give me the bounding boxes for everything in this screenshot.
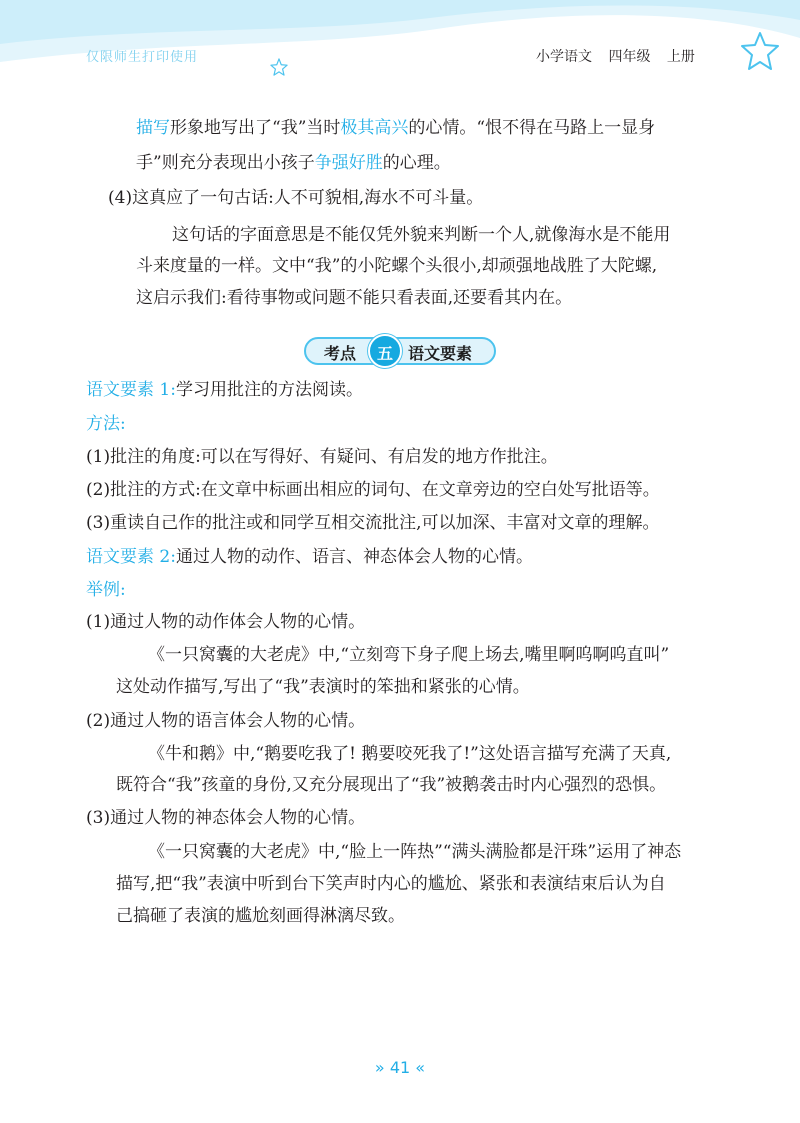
section-badge: [304, 334, 504, 368]
badge-title: 语文要素: [408, 344, 473, 363]
element-label: 语文要素 1:: [86, 380, 176, 400]
example-1-title: (1)通过人物的动作体会人物的心情。: [86, 612, 366, 632]
example-2-line: 既符合“我”孩童的身份,又充分展现出了“我”被鹅袭击时内心强烈的恐惧。: [116, 775, 667, 795]
text-run: 手”则充分表现出小孩子: [136, 153, 315, 173]
element-text: 通过人物的动作、语言、神态体会人物的心情。: [175, 547, 533, 567]
chevron-left-icon: «: [415, 1058, 426, 1077]
highlight-term: 描写: [136, 118, 170, 138]
example-3-title: (3)通过人物的神态体会人物的心情。: [86, 808, 366, 828]
chevron-right-icon: »: [374, 1058, 385, 1077]
header-subject: 小学语文: [536, 49, 592, 65]
method-item: (2)批注的方式:在文章中标画出相应的词句、在文章旁边的空白处写批语等。: [86, 480, 660, 500]
intro-paragraph-line: [136, 151, 451, 175]
item-4-line: 斗来度量的一样。文中“我”的小陀螺个头很小,却顽强地战胜了大陀螺,: [136, 256, 658, 276]
element-text: 学习用批注的方法阅读。: [175, 380, 363, 400]
header-grade: 四年级: [608, 49, 651, 65]
text-run: 形象地写出了“我”当时: [170, 118, 341, 138]
star-icon: [738, 30, 782, 74]
element-2-heading: [86, 545, 533, 569]
method-label: 方法:: [86, 414, 126, 434]
watermark-text: 仅限师生打印使用: [86, 50, 199, 65]
intro-paragraph-line: [136, 116, 655, 140]
item-4-heading: (4)这真应了一句古话:人不可貌相,海水不可斗量。: [108, 188, 484, 208]
text-run: 的心情。“恨不得在马路上一显身: [408, 118, 656, 138]
method-item: (1)批注的角度:可以在写得好、有疑问、有启发的地方作批注。: [86, 447, 558, 467]
item-4-line: 这句话的字面意思是不能仅凭外貌来判断一个人,就像海水是不能用: [172, 225, 671, 245]
element-1-heading: [86, 378, 363, 402]
method-item: (3)重读自己作的批注或和同学互相交流批注,可以加深、丰富对文章的理解。: [86, 513, 660, 533]
example-3-line: 《一只窝囊的大老虎》中,“脸上一阵热”“满头满脸都是汗珠”运用了神态: [148, 842, 682, 862]
header-volume: 上册: [666, 49, 695, 65]
page-number-value: 41: [389, 1058, 411, 1077]
header-info: [536, 46, 707, 66]
example-1-line: 《一只窝囊的大老虎》中,“立刻弯下身子爬上场去,嘴里啊呜啊呜直叫”: [148, 645, 670, 665]
example-3-line: 己搞砸了表演的尴尬刻画得淋漓尽致。: [116, 906, 405, 926]
badge-number: 五: [376, 344, 393, 363]
star-icon: [270, 58, 288, 76]
badge-label: 考点: [324, 344, 357, 363]
item-4-line: 这启示我们:看待事物或问题不能只看表面,还要看其内在。: [136, 288, 573, 308]
example-2-line: 《牛和鹅》中,“鹅要吃我了! 鹅要咬死我了!”这处语言描写充满了天真,: [148, 744, 672, 764]
text-run: 的心理。: [382, 153, 451, 173]
highlight-term: 争强好胜: [314, 153, 383, 173]
example-2-title: (2)通过人物的语言体会人物的心情。: [86, 711, 366, 731]
page-number: [360, 1058, 440, 1077]
element-label: 语文要素 2:: [86, 547, 176, 567]
highlight-term: 极其高兴: [340, 118, 409, 138]
example-label: 举例:: [86, 580, 126, 600]
example-1-line: 这处动作描写,写出了“我”表演时的笨拙和紧张的心情。: [116, 677, 530, 697]
example-3-line: 描写,把“我”表演中听到台下笑声时内心的尴尬、紧张和表演结束后认为自: [116, 874, 666, 894]
